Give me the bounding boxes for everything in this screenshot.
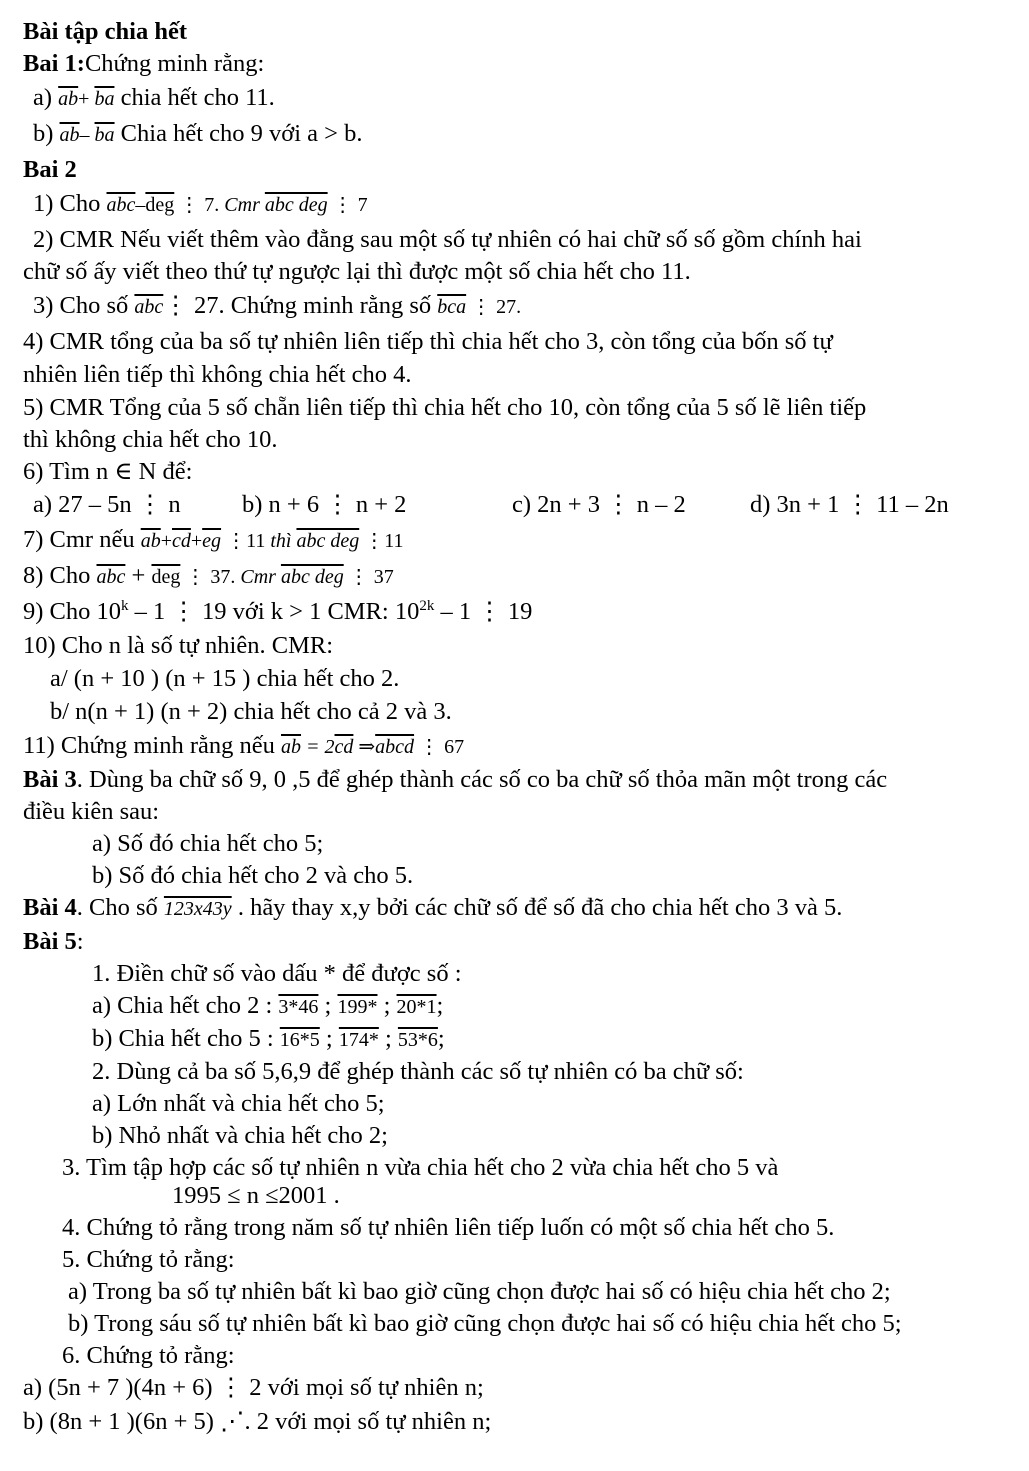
bai2-q7	[23, 528, 403, 553]
overline-number: $\overline{ab}$	[281, 736, 302, 758]
arrow-symbol: ⇒	[353, 736, 376, 758]
overline-number: $\overline{abc}$	[134, 296, 164, 318]
math-text: ⋮ 7.	[174, 194, 225, 216]
bai5-q6a: a) (5n + 7 )(4n + 6) ⋮ 2 với mọi số tự nhiên n;	[23, 1374, 484, 1401]
overline-number: abcd	[375, 736, 415, 758]
bai2-q11	[23, 734, 464, 759]
overline-number: 53*6	[397, 1029, 438, 1051]
bai5-q5a: a) Trong ba số tự nhiên bất kì bao giờ cũng chọn được hai số có hiệu chia hết cho 2;	[68, 1278, 891, 1305]
operator: –	[135, 194, 146, 216]
overline-number: $\overline{cd}$	[172, 530, 191, 552]
bai5-q3-line2: 1995 ≤ n ≤2001 .	[172, 1182, 340, 1209]
overline-number: 123x43y	[163, 898, 232, 920]
separator: ;	[437, 1025, 445, 1052]
math-text: ⋮ 27.	[466, 296, 522, 318]
bai5-q5b: b) Trong sáu số tự nhiên bất kì bao giờ cũng chọn được hai số có hiệu chia hết cho 5;	[68, 1310, 902, 1337]
overline-number: $\overline{abc}$	[96, 566, 126, 588]
item-prefix: 1) Cho	[33, 190, 107, 217]
bai5-q3-line1: 3. Tìm tập hợp các số tự nhiên n vừa chia hết cho 2 vừa chia hết cho 5 và	[62, 1154, 779, 1181]
overline-number: $\overline{deg}$	[151, 566, 181, 588]
bai5-q2: 2. Dùng cả ba số 5,6,9 để ghép thành các số tự nhiên có ba chữ số:	[92, 1058, 744, 1085]
item-prefix: 9) Cho 10	[23, 598, 121, 625]
operator: +	[160, 530, 172, 552]
bai2-q6-heading: 6) Tìm n ∈ N để:	[23, 458, 193, 485]
page-title: Bài tập chia hết	[23, 18, 188, 45]
operator: +	[190, 530, 203, 552]
bai5-colon: :	[76, 928, 84, 955]
overline-number: $\overline{abc}$	[106, 194, 136, 216]
math-text: ⋮ 37.	[180, 566, 241, 588]
overline-number: 199*	[337, 996, 378, 1018]
bai2-q6-d: d) 3n + 1 ⋮ 11 – 2n	[750, 491, 949, 518]
overline-number: $\overline{ba}$	[94, 88, 115, 110]
exponent: 2k	[419, 598, 435, 614]
separator: ;	[319, 1025, 339, 1052]
math-text: ⋮ 7	[327, 194, 368, 216]
bai4-text: . Cho số	[76, 894, 164, 921]
bai2-q3	[33, 294, 521, 319]
bai2-q9	[23, 600, 532, 625]
overline-number: $\overline{bca}$	[437, 296, 467, 318]
overline-number: 174*	[338, 1029, 379, 1051]
bai4-label: Bài 4	[23, 894, 77, 921]
item-prefix: b)	[33, 120, 60, 147]
item-text: – 1 ⋮ 19 với k > 1 CMR: 10	[128, 598, 420, 625]
overline-number: $\overline{cd}$	[334, 736, 354, 758]
bai5-q1: 1. Điền chữ số vào dấu * để được số :	[92, 960, 462, 987]
bai2-q6-a: a) 27 – 5n ⋮ n	[33, 491, 181, 518]
bai2-q1	[33, 192, 368, 217]
overline-number: abc deg	[280, 566, 344, 588]
bai3-label: Bài 3	[23, 766, 77, 793]
math-text: ⋮ 37	[343, 566, 394, 588]
bai2-q4-line2: nhiên liên tiếp thì không chia hết cho 4.	[23, 361, 412, 388]
item-prefix: 11) Chứng minh rằng nếu	[23, 732, 282, 759]
overline-number: $\overline{eg}$	[202, 530, 222, 552]
overline-number: $\overline{ba}$	[94, 124, 115, 146]
bai1-instruction: Chứng minh rằng:	[84, 50, 265, 77]
bai5-q2b: b) Nhỏ nhất và chia hết cho 2;	[92, 1122, 388, 1149]
item-text: – 1 ⋮ 19	[434, 598, 533, 625]
bai2-q8	[23, 564, 394, 589]
bai2-q4-line1: 4) CMR tổng của ba số tự nhiên liên tiếp thì chia hết cho 3, còn tổng của bốn số tự	[23, 328, 833, 355]
bai4-line	[23, 896, 842, 921]
operator: +	[78, 88, 95, 110]
overline-number: $\overline{ab}$	[59, 124, 80, 146]
overline-number: $\overline{ab}$	[58, 88, 79, 110]
bai1-item-a	[33, 86, 275, 111]
bai2-q6-b: b) n + 6 ⋮ n + 2	[242, 491, 407, 518]
overline-number: abc deg	[296, 530, 360, 552]
bai1-label: Bai 1:	[23, 50, 85, 77]
overline-number: 20*1	[396, 996, 437, 1018]
bai5-q6: 6. Chứng tỏ rằng:	[62, 1342, 235, 1369]
math-text: ⋮11	[221, 530, 271, 552]
bai1-item-b	[33, 122, 362, 147]
overline-number: abc deg	[264, 194, 328, 216]
bai5-q2a: a) Lớn nhất và chia hết cho 5;	[92, 1090, 385, 1117]
separator: ;	[318, 992, 338, 1019]
operator: +	[125, 562, 152, 589]
thi-text: thì	[270, 530, 297, 552]
separator: ;	[377, 992, 397, 1019]
overline-number: $\overline{deg}$	[145, 194, 175, 216]
bai3-line2: điều kiên sau:	[23, 798, 160, 825]
item-text: chia hết cho 11.	[114, 84, 275, 111]
item-prefix: 7) Cmr nếu	[23, 526, 141, 553]
bai3-a: a) Số đó chia hết cho 5;	[92, 830, 324, 857]
bai5-q5: 5. Chứng tỏ rằng:	[62, 1246, 235, 1273]
bai2-q6-c: c) 2n + 3 ⋮ n – 2	[512, 491, 686, 518]
overline-number: 3*46	[278, 996, 319, 1018]
bai2-q5-line2: thì không chia hết cho 10.	[23, 426, 278, 453]
item-prefix: a)	[33, 84, 59, 111]
separator: ;	[378, 1025, 398, 1052]
bai2-heading: Bai 2	[23, 156, 77, 183]
operator: –	[79, 124, 95, 146]
overline-number: 16*5	[279, 1029, 320, 1051]
item-prefix: 8) Cho	[23, 562, 97, 589]
bai2-q10-heading: 10) Cho n là số tự nhiên. CMR:	[23, 632, 334, 659]
bai2-q10-b: b/ n(n + 1) (n + 2) chia hết cho cả 2 và 3.	[50, 698, 452, 725]
bai2-q5-line1: 5) CMR Tổng của 5 số chẵn liên tiếp thì chia hết cho 10, còn tổng của 5 số lẽ liên tiếp	[23, 394, 867, 421]
cmr-text: Cmr	[224, 194, 265, 216]
bai1-heading	[23, 52, 264, 77]
bai3-text: . Dùng ba chữ số 9, 0 ,5 để ghép thành các số co ba chữ số thỏa mãn một trong các	[76, 766, 888, 793]
exponent: k	[121, 598, 129, 614]
bai5-q6b: b) (8n + 1 )(6n + 5) ⋰. 2 với mọi số tự nhiên n;	[23, 1408, 492, 1435]
math-text: ⋮ 67	[414, 736, 465, 758]
item-prefix: a) Chia hết cho 2 :	[92, 992, 279, 1019]
bai5-label: Bài 5	[23, 928, 77, 955]
bai3-line1	[23, 768, 887, 793]
bai5-q4: 4. Chứng tỏ rằng trong năm số tự nhiên liên tiếp luốn có một số chia hết cho 5.	[62, 1214, 835, 1241]
item-text: ⋮ 27. Chứng minh rằng số	[163, 292, 438, 319]
bai2-q2-line2: chữ số ấy viết theo thứ tự ngược lại thì được một số chia hết cho 11.	[23, 258, 691, 285]
bai2-q2-line1: 2) CMR Nếu viết thêm vào đằng sau một số tự nhiên có hai chữ số số gồm chính hai	[33, 226, 862, 253]
separator: ;	[436, 992, 444, 1019]
bai3-b: b) Số đó chia hết cho 2 và cho 5.	[92, 862, 414, 889]
bai2-q10-a: a/ (n + 10 ) (n + 15 ) chia hết cho 2.	[50, 665, 400, 692]
item-prefix: 3) Cho số	[33, 292, 135, 319]
cmr-text: Cmr	[240, 566, 281, 588]
bai4-text: . hãy thay x,y bởi các chữ số để số đã cho chia hết cho 3 và 5.	[231, 894, 843, 921]
item-text: Chia hết cho 9 với a > b.	[114, 120, 363, 147]
math-text: = 2	[301, 736, 335, 758]
bai5-q1b	[92, 1027, 445, 1052]
math-text: ⋮11	[359, 530, 404, 552]
overline-number: $\overline{ab}$	[140, 530, 161, 552]
bai5-q1a	[92, 994, 443, 1019]
item-prefix: b) Chia hết cho 5 :	[92, 1025, 280, 1052]
bai5-heading	[23, 930, 84, 955]
